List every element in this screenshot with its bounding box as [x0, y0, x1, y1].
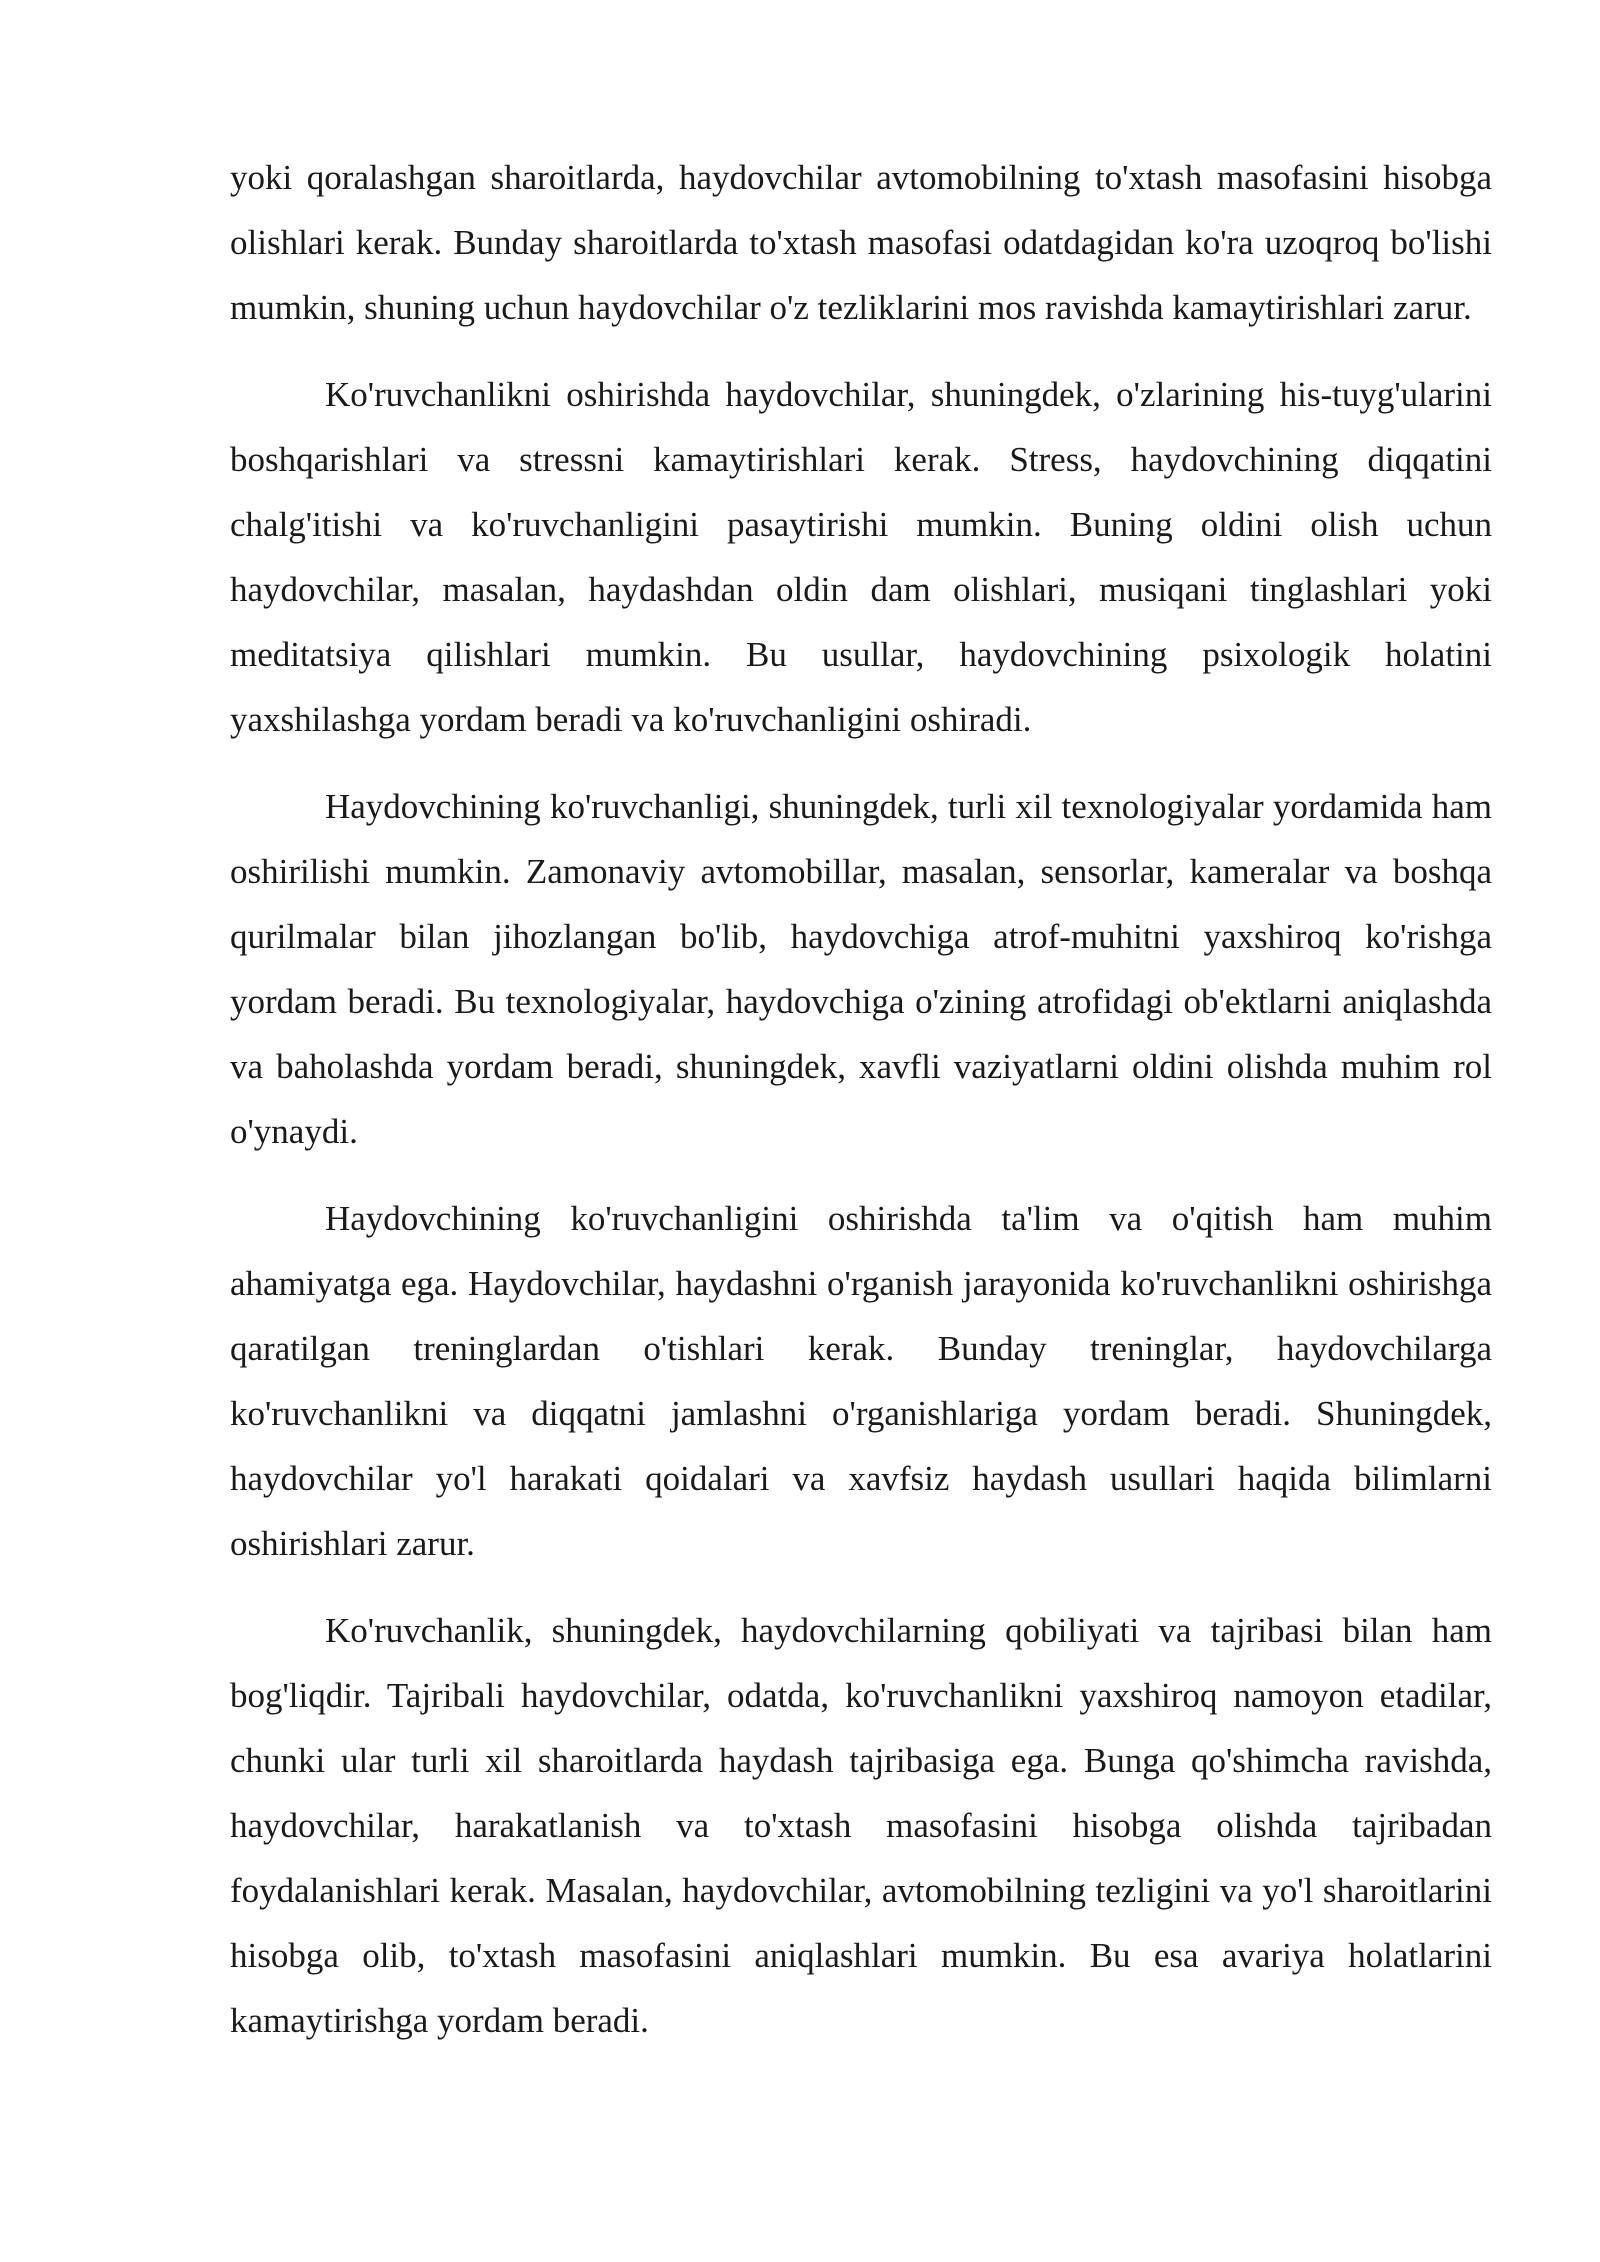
- paragraph-2: Ko'ruvchanlikni oshirishda haydovchilar, shuningdek, o'zlarining his-tuyg'ularini boshqarishlari va stressni kamaytirishlari kerak. Stress, haydovchining diqqatini chalg'itishi va ko'ruvchanligini pasaytirishi mumkin. Buning oldini olish uchun haydovchilar, masalan, haydashdan oldin dam olishlari, musiqani tinglashlari yoki meditatsiya qilishlari mumkin. Bu usullar, haydovchining psixologik holatini yaxshilashga yordam beradi va ko'ruvchanligini oshiradi.: [230, 375, 1492, 739]
- document-body: [230, 145, 1492, 2075]
- paragraph-5: Ko'ruvchanlik, shuningdek, haydovchilarning qobiliyati va tajribasi bilan ham bog'liqdir. Tajribali haydovchilar, odatda, ko'ruvchanlikni yaxshiroq namoyon etadilar, chunki ular turli xil sharoitlarda haydash tajribasiga ega. Bunga qo'shimcha ravishda, haydovchilar, harakatlanish va to'xtash masofasini hisobga olishda tajribadan foydalanishlari kerak. Masalan, haydovchilar, avtomobilning tezligini va yo'l sharoitlarini hisobga olib, to'xtash masofasini aniqlashlari mumkin. Bu esa avariya holatlarini kamaytirishga yordam beradi.: [230, 1611, 1492, 2040]
- paragraph-1: yoki qoralashgan sharoitlarda, haydovchilar avtomobilning to'xtash masofasini hisobga olishlari kerak. Bunday sharoitlarda to'xtash masofasi odatdagidan ko'ra uzoqroq bo'lishi mumkin, shuning uchun haydovchilar o'z tezliklarini mos ravishda kamaytirishlari zarur.: [230, 158, 1492, 327]
- paragraph-4: Haydovchining ko'ruvchanligini oshirishda ta'lim va o'qitish ham muhim ahamiyatga ega. Haydovchilar, haydashni o'rganish jarayonida ko'ruvchanlikni oshirishga qaratilgan treninglardan o'tishlari kerak. Bunday treninglar, haydovchilarga ko'ruvchanlikni va diqqatni jamlashni o'rganishlariga yordam beradi. Shuningdek, haydovchilar yo'l harakati qoidalari va xavfsiz haydash usullari haqida bilimlarni oshirishlari zarur.: [230, 1199, 1492, 1563]
- paragraph-3: Haydovchining ko'ruvchanligi, shuningdek, turli xil texnologiyalar yordamida ham oshirilishi mumkin. Zamonaviy avtomobillar, masalan, sensorlar, kameralar va boshqa qurilmalar bilan jihozlangan bo'lib, haydovchiga atrof-muhitni yaxshiroq ko'rishga yordam beradi. Bu texnologiyalar, haydovchiga o'zining atrofidagi ob'ektlarni aniqlashda va baholashda yordam beradi, shuningdek, xavfli vaziyatlarni oldini olishda muhim rol o'ynaydi.: [230, 787, 1492, 1151]
